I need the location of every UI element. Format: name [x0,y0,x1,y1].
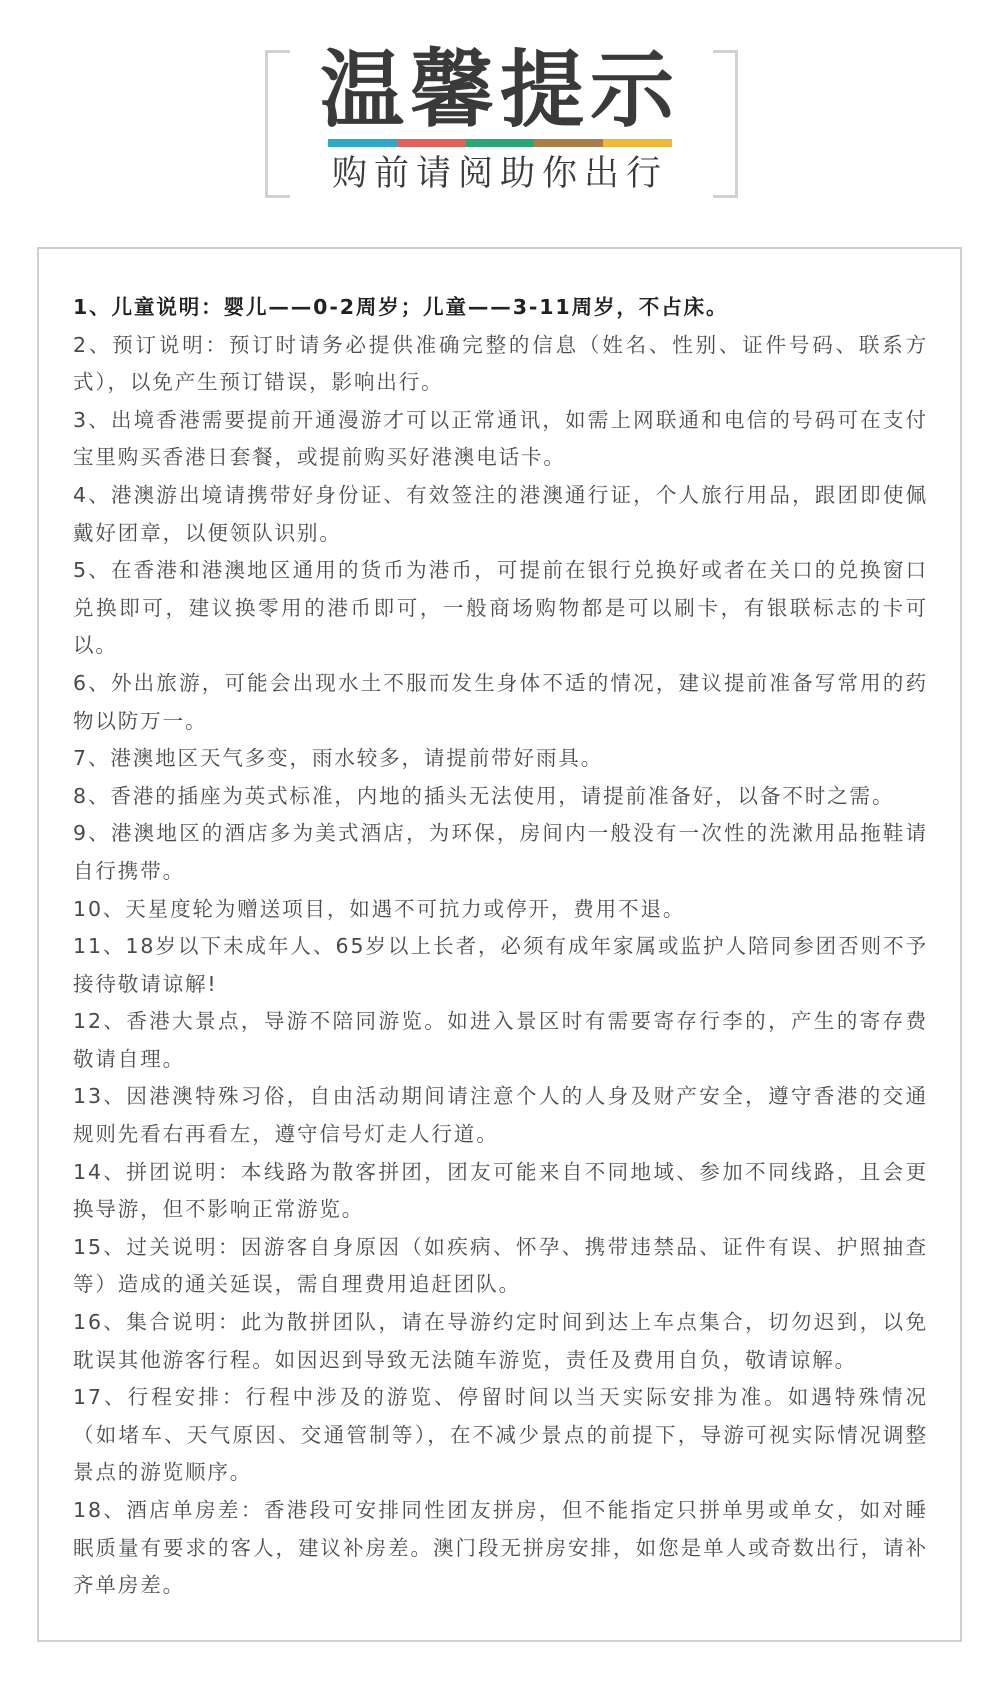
notice-item: 4、港澳游出境请携带好身份证、有效签注的港澳通行证，个人旅行用品，跟团即使佩戴好团章，以便领队识别。 [73,482,928,545]
notice-item: 1、儿童说明：婴儿——0-2周岁；儿童——3-11周岁，不占床。 [73,295,729,319]
notice-item: 11、18岁以下未成年人、65岁以上长者，必须有成年家属或监护人陪同参团否则不予接待敬请谅解! [73,934,928,996]
notice-item: 10、天星度轮为赠送项目，如遇不可抗力或停开，费用不退。 [73,896,686,921]
page-subtitle: 购前请阅助你出行 [331,154,668,194]
header [0,0,1000,230]
notice-item: 7、港澳地区天气多变，雨水较多，请提前带好雨具。 [73,746,604,771]
notice-item: 6、外出旅游，可能会出现水土不服而发生身体不适的情况，建议提前准备写常用的药物以防万一。 [73,670,928,733]
color-bar-segment [397,139,466,147]
notice-item: 14、拼团说明：本线路为散客拼团，团友可能来自不同地域、参加不同线路，且会更换导游，但不影响正常游览。 [73,1159,928,1222]
notice-box [37,247,962,1642]
notice-item: 3、出境香港需要提前开通漫游才可以正常通讯，如需上网联通和电信的号码可在支付宝里购买香港日套餐，或提前购买好港澳电话卡。 [73,407,928,470]
notice-item: 13、因港澳特殊习俗，自由活动期间请注意个人的人身及财产安全，遵守香港的交通规则先看右再看左，遵守信号灯走人行道。 [73,1084,928,1147]
color-bar-segment [534,139,603,147]
notice-item: 12、香港大景点，导游不陪同游览。如进入景区时有需要寄存行李的，产生的寄存费敬请自理。 [73,1009,928,1071]
color-bar-segment [466,139,535,147]
notice-item: 16、集合说明：此为散拼团队，请在导游约定时间到达上车点集合，切勿迟到，以免耽误其他游客行程。如因迟到导致无法随车游览，责任及费用自负，敬请谅解。 [73,1310,928,1372]
notice-item: 18、酒店单房差：香港段可安排同性团友拼房，但不能指定只拼单男或单女，如对睡眠质量有要求的客人，建议补房差。澳门段无拼房安排，如您是单人或奇数出行，请补齐单房差。 [73,1498,928,1598]
color-bar-segment [328,139,397,147]
notice-item: 8、香港的插座为英式标准，内地的插头无法使用，请提前准备好，以备不时之需。 [73,783,895,808]
notice-item: 15、过关说明：因游客自身原因（如疾病、怀孕、携带违禁品、证件有误、护照抽查等）造成的通关延误，需自理费用追赶团队。 [73,1234,928,1297]
color-bar-segment [603,139,672,147]
page-title: 温馨提示 [319,41,680,139]
notice-item: 17、行程安排：行程中涉及的游览、停留时间以当天实际安排为准。如遇特殊情况（如堵车、天气原因、交通管制等），在不减少景点的前提下，导游可视实际情况调整景点的游览顺序。 [73,1385,928,1485]
color-divider-bar [328,139,672,147]
notice-item: 2、预订说明：预订时请务必提供准确完整的信息（姓名、性别、证件号码、联系方式），以免产生预订错误，影响出行。 [73,332,928,395]
notice-item: 9、港澳地区的酒店多为美式酒店，为环保，房间内一般没有一次性的洗漱用品拖鞋请自行携带。 [73,821,928,883]
notice-item: 5、在香港和港澳地区通用的货币为港币，可提前在银行兑换好或者在关口的兑换窗口兑换即可，建议换零用的港币即可，一般商场购物都是可以刷卡，有银联标志的卡可以。 [73,558,928,658]
